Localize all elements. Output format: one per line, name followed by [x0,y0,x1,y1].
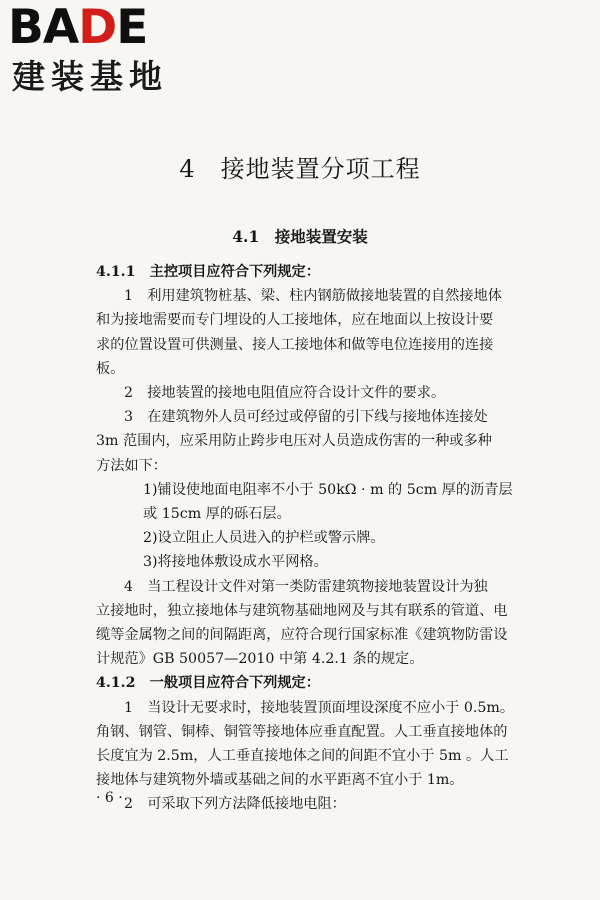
chapter-title: 4 接地装置分项工程 [179,155,421,183]
logo-wordmark [8,0,148,55]
method-list-item-2: 2)设立阻止人员进入的护栏或警示牌。 [143,530,385,547]
clause-4-1-2: 4.1.2 一般项目应符合下列规定： [96,675,320,692]
clause-4-1-1-item-3-line-3: 方法如下： [96,457,167,474]
section-heading: 4.1 接地装置安装 [232,227,368,246]
clause-4-1-1-item-4-line-2: 立接地时，独立接地体与建筑物基础地网及与其有联系的管道、电 [96,602,508,619]
clause-4-1-1-item-1-line-4: 板。 [96,360,125,377]
clause-4-1-1: 4.1.1 主控项目应符合下列规定： [96,264,320,280]
clause-4-1-1-item-1: 1 利用建筑物桩基、梁、柱内钢筋做接地装置的自然接地体 [124,288,502,305]
clause-4-1-2-item-2: 2 可采取下列方法降低接地电阻： [124,796,346,813]
method-list-item-3: 3)将接地体敷设成水平网格。 [143,554,328,571]
document-body [96,260,526,817]
method-list-item-1: 1)铺设使地面电阻率不小于 50kΩ · m 的 5cm 厚的沥青层 [143,481,513,498]
page-number: · 6 · [96,790,123,806]
clause-4-1-2-item-1-line-4: 接地体与建筑物外墙或基础之间的水平距离不宜小于 1m。 [96,772,464,789]
clause-4-1-1-item-1-line-3: 求的位置设置可供测量、接人工接地体和做等电位连接用的连接 [96,336,494,353]
method-list-item-1-line-2: 或 15cm 厚的砾石层。 [143,506,291,523]
clause-4-1-1-item-4-line-4: 计规范》GB 50057—2010 中第 4.2.1 条的规定。 [96,651,424,668]
clause-4-1-1-item-3-line-2: 3m 范围内，应采用防止跨步电压对人员造成伤害的一种或多种 [96,433,492,450]
clause-4-1-1-item-3: 3 在建筑物外人员可经过或停留的引下线与接地体连接处 [124,409,488,426]
logo-subtitle: 建装基地 [12,57,168,96]
bade-logo [8,0,188,96]
clause-4-1-2-item-1-line-3: 长度宜为 2.5m，人工垂直接地体之间的间距不宜小于 5m 。人工 [96,748,509,765]
clause-4-1-2-item-1-line-2: 角钢、钢管、铜棒、铜管等接地体应垂直配置。人工垂直接地体的 [96,723,508,740]
clause-4-1-1-item-4: 4 当工程设计文件对第一类防雷建筑物接地装置设计为独 [124,578,488,595]
logo-wordmark-dark: BA [8,0,79,55]
clause-4-1-2-item-1: 1 当设计无要求时，接地装置顶面埋设深度不应小于 0.5m。 [124,699,515,716]
clause-4-1-1-item-4-line-3: 缆等金属物之间的间隔距离，应符合现行国家标准《建筑物防雷设 [96,627,508,644]
clause-4-1-1-item-1-line-2: 和为接地需要而专门埋设的人工接地体，应在地面以上按设计要 [96,312,494,329]
clause-4-1-1-item-2: 2 接地装置的接地电阻值应符合设计文件的要求。 [124,385,446,402]
logo-wordmark-dark-end: E [116,0,148,55]
logo-wordmark-red: D [78,0,117,55]
